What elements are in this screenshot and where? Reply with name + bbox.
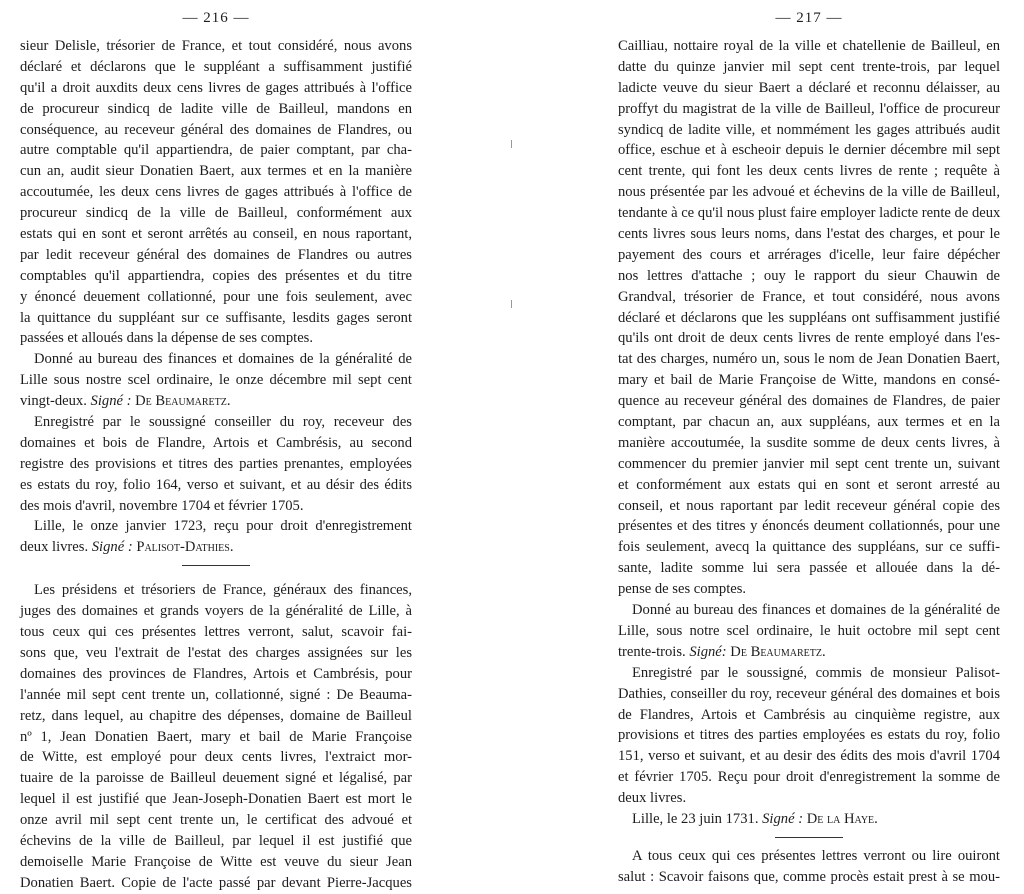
text-line: registre des provisions et titres des parties prenantes, employées — [20, 455, 412, 472]
text-line: comptant, par chacun an, aux suppléans, aux termes et en la — [618, 414, 1000, 431]
signature-name: Palisot-Dathies. — [136, 539, 234, 556]
page-number-right: — 217 — — [775, 10, 843, 26]
text-line: qu'ils ont droit de deux cents livres de rente employé dans l'es- — [618, 330, 1000, 347]
text-line: tous ceux qui ces présentes lettres verront, salut, scavoir fai- — [20, 624, 412, 641]
text-line: juges des domaines et grands voyers de la généralité de Lille, à — [20, 603, 412, 620]
text-line: et conformément aux estats qui en sont et seront arresté au — [618, 476, 1000, 493]
text-line: de procureur sindicq de ladite ville de Bailleul, mandons en — [20, 100, 412, 117]
text-line: Cailliau, nottaire royal de la ville et chatellenie de Bailleul, en — [618, 38, 1000, 54]
text-line: nous présentée par les advoué et échevins de la ville de Bailleul, — [618, 184, 1000, 201]
separator-rule — [775, 837, 843, 838]
text-line: datte du quinze janvier mil sept cent trente-trois, par lequel — [618, 58, 1000, 75]
text-fragment: Lille, le 23 juin 1731. — [632, 810, 759, 827]
text-line: des mois d'avril, novembre 1704 et février 1705. — [20, 497, 304, 514]
text-line: conseil, et nous raportant par ledit receveur général copie des — [618, 497, 1000, 514]
text-line: et février 1705. Reçu pour droit d'enregistrement la somme de — [618, 769, 1000, 786]
text-line: lequel il est justifié que Jean-Joseph-Donatien Baert est mort le — [20, 791, 412, 808]
text-line: deux livres. — [618, 790, 687, 807]
text-line: demoiselle Marie Françoise de Witte est veuve du sieur Jean — [20, 853, 412, 870]
text-line: salut : Scavoir faisons que, comme procès estait prest à se mou- — [618, 868, 1000, 885]
text-line: cent trente, qui font les deux cents livres de rente ; requête à — [618, 163, 1000, 180]
section-separator — [618, 830, 1000, 846]
text-line: payement des cours et arrérages d'icelle, leur faire dépécher — [618, 246, 1000, 263]
paragraph-lille-date — [20, 516, 412, 558]
signed-label: Signé : — [91, 539, 133, 556]
text-line: 151, verso et suivant, et au desir des édits des mois d'avril 1704 — [618, 748, 1000, 765]
text-line: de Witte, est employé pour deux cents livres, l'extraict mor- — [20, 749, 412, 766]
text-line: Donné au bureau des finances et domaines de la généralité de — [34, 351, 412, 368]
left-page — [20, 0, 412, 891]
section-separator — [20, 558, 412, 574]
text-line: Enregistré par le soussigné conseiller du roy, receveur des — [34, 414, 412, 431]
text-line: provisions et titres des parties employées es estats du roy, folio — [618, 727, 1000, 744]
text-line: tuaire de la paroisse de Bailleul deuement signé et légalisé, par — [20, 770, 412, 787]
text-line: échevins de la ville de Bailleul, par lequel il est justifié que — [20, 832, 412, 849]
signature-name: De la Haye. — [806, 810, 878, 827]
text-line: tat des charges, numéro un, sous le nom de Jean Donatien Baert, — [618, 351, 1000, 368]
signed-label: Signé : — [90, 393, 132, 410]
signature-name: De Beaumaretz. — [730, 643, 826, 660]
text-line: quence au receveur général des domaines de Flandres, de paier — [618, 393, 1000, 410]
text-line: Donatien Baert. Copie de l'acte passé par devant Pierre-Jacques — [20, 874, 412, 891]
text-line: accoutumée, les deux cens livres de gages attribués à l'office de — [20, 184, 412, 201]
signed-label: Signé: — [689, 643, 727, 660]
text-line: Grandval, trésorier de France, et tout considéré, nous avons — [618, 288, 1000, 305]
text-fragment: deux livres. — [20, 539, 89, 556]
text-line: cents livres sous leurs noms, dans l'estat des charges, et pour le — [618, 226, 1000, 243]
text-line: autre comptable qu'il appartiendra, de paier comptant, par cha- — [20, 142, 412, 159]
text-line: Lille, le onze janvier 1723, reçu pour droit d'enregistrement — [34, 518, 412, 535]
text-line: tendante à ce qu'il nous plust faire employer ladicte rente de deux — [618, 205, 1001, 222]
text-fragment: vingt-deux. — [20, 393, 87, 410]
separator-rule — [182, 565, 250, 566]
paragraph-registration — [618, 663, 1000, 809]
signature-name: De Beaumaretz. — [135, 393, 231, 410]
text-line: procureur sindicq de la ville de Bailleul, conformément aux — [20, 205, 412, 222]
text-line: qu'il a droit auxdits deux cens livres de gages attribués à l'office — [20, 79, 412, 96]
text-line: A tous ceux qui ces présentes lettres verront ou lire ouiront — [632, 847, 1000, 864]
text-line: retz, dans lequel, au chapitre des dépenses, domaine de Bailleul — [20, 707, 412, 724]
text-line: sons que, veu l'extrait de l'estat des charges assignées sur les — [20, 644, 412, 661]
page-number-left: — 216 — — [182, 10, 250, 26]
text-line: par ledit receveur général des domaines de Flandres ou autres — [20, 246, 412, 263]
text-fragment: trente-trois. — [618, 643, 686, 660]
text-line: onze avril mil sept cent trente un, le certificat des advoué et — [20, 812, 412, 829]
paragraph-salutation — [618, 846, 1000, 888]
text-line: pense de ses comptes. — [618, 581, 747, 598]
text-line: mary et bail de Marie Françoise de Witte, mandons en consé- — [618, 372, 1000, 389]
text-line: domaines et bois de Flandre, Artois et Cambrésis, au second — [20, 434, 412, 451]
text-line: Lille, sous notre scel ordinaire, le huit octobre mil sept cent — [618, 622, 1000, 639]
paragraph-decision-continued — [618, 36, 1000, 600]
text-line: manière accoutumée, la susdite somme de deux cents livres, à — [618, 434, 1000, 451]
text-line: estats qui en sont et seront arrêtés au conseil, en nous raportant, — [20, 226, 412, 243]
right-page — [618, 0, 1001, 885]
signature-line — [20, 537, 412, 558]
text-line: déclaré et déclarons que les suppléans ont suffisamment justifié — [618, 309, 1000, 326]
signature-line — [20, 391, 412, 412]
signature-line — [618, 809, 1000, 830]
text-line: syndicq de ladite ville, et nommément les gages attribués audit — [618, 121, 1000, 138]
paragraph-decision-end — [20, 36, 412, 349]
text-line: comptables qu'il appartiendra, copies des présentes et du titre — [20, 267, 412, 284]
text-line: y énoncé deuement collationné, pour une fois seulement, avec — [20, 288, 412, 305]
paragraph-given-at — [20, 349, 412, 412]
text-line: nos lettres d'attache ; ouy le rapport du sieur Chauwin de — [618, 267, 1000, 284]
text-line: nº 1, Jean Donatien Baert, mary et bail de Marie Françoise — [20, 728, 412, 745]
text-line: Lille sous nostre scel ordinaire, le onze décembre mil sept cent — [20, 372, 412, 389]
text-line: fois seulement, avecq la quittance des suppléans, sur ce suffi- — [618, 539, 1000, 556]
text-line: commencer du premier janvier mil sept cent trente un, suivant — [618, 455, 1000, 472]
text-line: de Flandres, Artois et Cambrésis au cinquième registre, aux — [618, 706, 1000, 723]
paragraph-given-at — [618, 600, 1000, 663]
text-line: proffyt du magistrat de la ville de Bailleul, l'office de procureur — [618, 100, 1000, 117]
text-line: la quittance du suppléant sur ce suffisante, lesdits gages seront — [20, 309, 412, 326]
text-line: Les présidens et trésoriers de France, généraux des finances, — [34, 582, 412, 599]
text-line: Enregistré par le soussigné, commis de monsieur Palisot- — [632, 664, 1000, 681]
text-line: es estats du roy, folio 164, verso et suivant, et au désir des édits — [20, 476, 412, 493]
text-line: l'année mil sept cent trente un, collationné, signé : De Beauma- — [20, 686, 412, 703]
text-line: Dathies, conseiller du roy, receveur général des domaines et bois — [618, 685, 1000, 702]
text-line: domaines des provinces de Flandres, Artois et Cambrésis, pour — [20, 665, 412, 682]
paragraph-presidents — [20, 580, 412, 893]
text-line: cun an, audit sieur Donatien Baert, aux termes et en la manière — [20, 163, 412, 180]
signed-label: Signé : — [762, 810, 804, 827]
text-line: présentes et des titres y énoncés deument collationnés, pour une — [618, 518, 1000, 535]
text-line: conséquence, au receveur général des domaines de Flandres, ou — [20, 121, 412, 138]
signature-line — [618, 642, 1000, 663]
text-line: ladicte veuve du sieur Baert a déclaré et reconnu délaisser, au — [618, 79, 1000, 96]
text-line: déclaré et déclarons que le suppléant a suffisamment justifié — [20, 58, 412, 75]
text-line: Donné au bureau des finances et domaines de la généralité de — [632, 602, 1000, 619]
paragraph-registration — [20, 412, 412, 516]
text-line: passées et alloués dans la dépense de ses comptes. — [20, 330, 314, 347]
gutter-mark — [511, 140, 512, 148]
text-line: office, eschue et à escheoir depuis le dernier décembre mil sept — [618, 142, 1000, 159]
text-line: sieur Delisle, trésorier de France, et tout considéré, nous avons — [20, 38, 412, 54]
gutter-mark — [511, 300, 512, 308]
text-line: sante, ladite somme lui sera passée et allouée dans la dé- — [618, 560, 1000, 577]
